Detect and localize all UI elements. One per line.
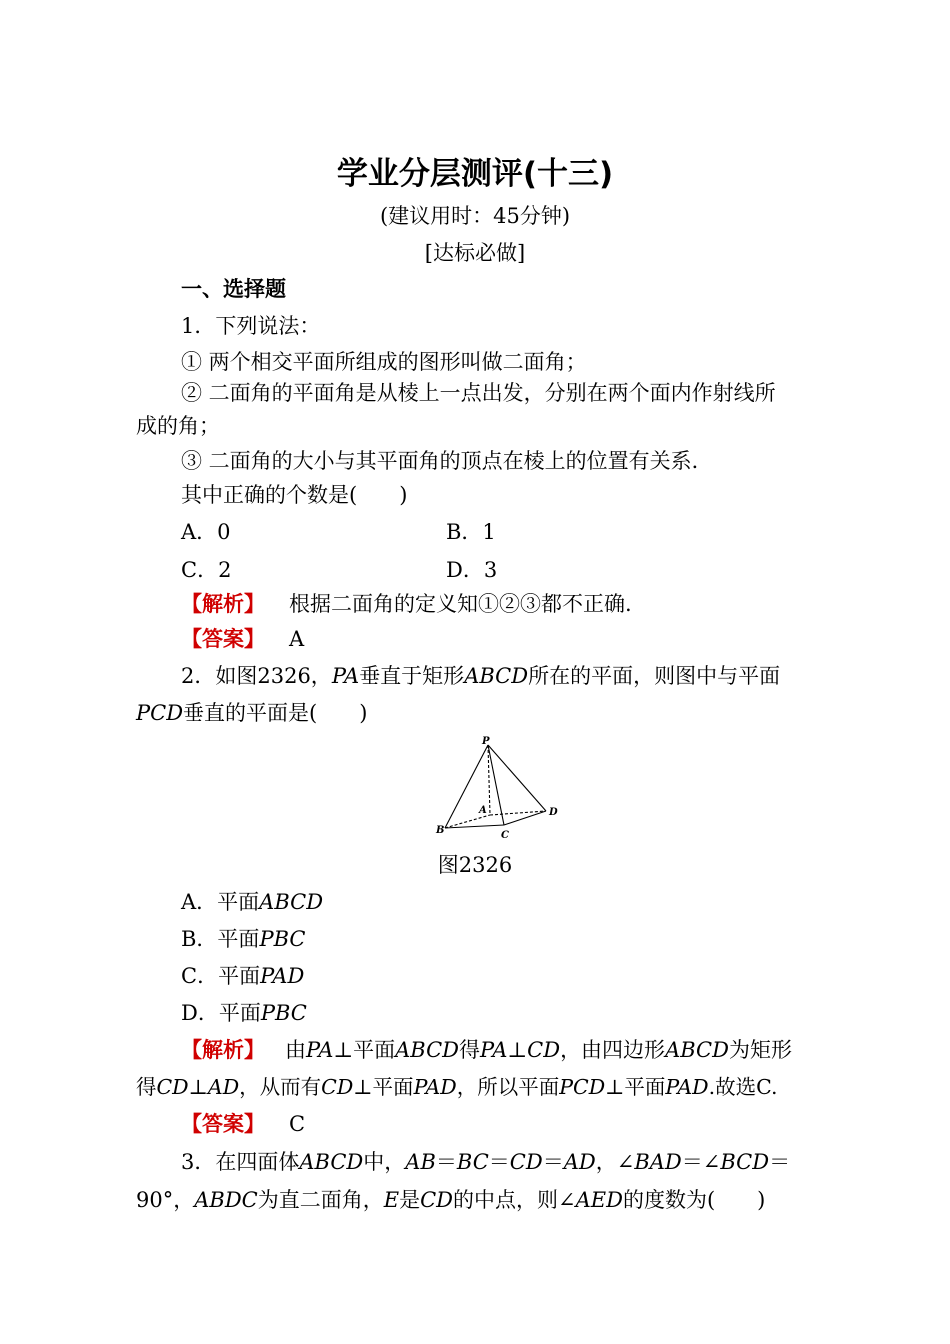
- text: PBC: [259, 927, 306, 951]
- text: BAD: [634, 1150, 682, 1174]
- text: A．平面: [181, 890, 260, 914]
- label-c: C: [501, 830, 509, 841]
- q2-option-c: [181, 963, 304, 989]
- text: ，∠: [595, 1150, 635, 1174]
- text: 的中点，则∠: [453, 1188, 576, 1212]
- page-title: 学业分层测评(十三): [336, 156, 614, 192]
- q1-option-b: B．1: [446, 520, 496, 544]
- text: ⊥: [507, 1038, 528, 1062]
- label-d: D: [549, 807, 558, 818]
- label-a: A: [479, 805, 487, 816]
- text: .故选C.: [708, 1075, 778, 1099]
- text: 为直二面角，: [257, 1188, 384, 1212]
- text: PCD: [136, 701, 184, 725]
- text: B．平面: [181, 927, 260, 951]
- text: ABCD: [299, 1150, 364, 1174]
- text: ＝∠: [681, 1150, 721, 1174]
- text: ABCD: [665, 1038, 729, 1062]
- text: PA: [480, 1038, 508, 1062]
- text: ⊥平面: [333, 1038, 396, 1062]
- text: PAD: [665, 1075, 709, 1099]
- figure-caption: 图2326: [437, 853, 513, 877]
- q2-option-b: [181, 926, 305, 952]
- q3-stem-line1: [181, 1149, 790, 1175]
- text: ，从而有: [239, 1075, 322, 1099]
- q2-stem-line2: [136, 700, 367, 726]
- section-heading: 一、选择题: [181, 277, 286, 301]
- text: AB: [405, 1150, 436, 1174]
- label-b: B: [436, 825, 445, 836]
- text: 垂直于矩形: [359, 664, 465, 688]
- text: AD: [563, 1150, 596, 1174]
- text: 所在的平面，则图中与平面: [528, 664, 781, 688]
- text: 中，: [363, 1150, 406, 1174]
- text: CD: [420, 1188, 453, 1212]
- text: CD: [156, 1075, 189, 1099]
- text: PCD: [559, 1075, 606, 1099]
- text: 90°，: [136, 1188, 195, 1212]
- text: ABDC: [194, 1188, 258, 1212]
- q1-stem: 1．下列说法：: [181, 314, 321, 338]
- q2-answer: [181, 1111, 305, 1137]
- edge-pc: [488, 745, 504, 825]
- text: E: [383, 1188, 400, 1212]
- text: ABCD: [395, 1038, 460, 1062]
- q2-analysis-line2: [136, 1074, 778, 1100]
- text: 垂直的平面是( ): [183, 701, 368, 725]
- text: ＝: [542, 1150, 564, 1174]
- q2-analysis-line1: [181, 1037, 792, 1063]
- text: 3．在四面体: [181, 1150, 300, 1174]
- text: AED: [575, 1188, 623, 1212]
- q1-analysis-text: 根据二面角的定义知①②③都不正确.: [289, 592, 632, 616]
- text: ＝: [769, 1150, 791, 1174]
- analysis-tag: 【解析】: [181, 592, 265, 616]
- text: 由: [285, 1038, 306, 1062]
- edge-bc: [445, 825, 504, 828]
- q2-option-a: [181, 889, 323, 915]
- answer-tag: 【答案】: [181, 1112, 265, 1136]
- label-p: P: [482, 736, 490, 747]
- q1-analysis: [181, 591, 632, 617]
- text: PA: [306, 1038, 334, 1062]
- q1-answer-value: A: [289, 627, 305, 651]
- time-suggestion: (建议用时：45分钟): [379, 204, 571, 228]
- text: ＝: [488, 1150, 510, 1174]
- q1-answer: [181, 626, 304, 652]
- q2-answer-value: C: [289, 1112, 306, 1136]
- text: ，所以平面: [456, 1075, 560, 1099]
- q1-statement-2b: 成的角；: [136, 414, 220, 438]
- text: 为矩形: [728, 1038, 792, 1062]
- level-heading: [达标必做]: [424, 241, 526, 265]
- pyramid-figure: [430, 733, 565, 843]
- text: ABCD: [259, 890, 324, 914]
- text: PA: [331, 664, 360, 688]
- text: PBC: [260, 1001, 307, 1025]
- text: D．平面: [181, 1001, 261, 1025]
- text: CD: [527, 1038, 561, 1062]
- q1-statement-2a: ② 二面角的平面角是从棱上一点出发，分别在两个面内作射线所: [181, 381, 776, 405]
- text: 得: [459, 1038, 481, 1062]
- text: BC: [456, 1150, 489, 1174]
- q2-stem-line1: [181, 663, 780, 689]
- q1-statement-1: ① 两个相交平面所组成的图形叫做二面角；: [181, 350, 587, 374]
- text: ，由四边形: [560, 1038, 666, 1062]
- q3-stem-line2: [136, 1187, 765, 1213]
- text: PAD: [413, 1075, 457, 1099]
- text: 得: [136, 1075, 157, 1099]
- text: 2．如图2326，: [181, 664, 332, 688]
- q1-option-a: A．0: [181, 520, 231, 544]
- edge-pd: [488, 745, 546, 811]
- q1-question: 其中正确的个数是( ): [181, 483, 408, 507]
- q1-option-c: C．2: [181, 558, 232, 582]
- text: CD: [509, 1150, 543, 1174]
- text: AD: [207, 1075, 240, 1099]
- edge-ad: [490, 811, 546, 815]
- analysis-tag: 【解析】: [181, 1038, 265, 1062]
- text: ⊥平面: [353, 1075, 414, 1099]
- text: ＝: [435, 1150, 457, 1174]
- answer-tag: 【答案】: [181, 627, 265, 651]
- text: 的度数为( ): [622, 1188, 766, 1212]
- text: ⊥平面: [605, 1075, 666, 1099]
- q1-option-d: D．3: [446, 558, 498, 582]
- text: CD: [321, 1075, 354, 1099]
- q1-statement-3: ③ 二面角的大小与其平面角的顶点在棱上的位置有关系．: [181, 449, 713, 473]
- text: 是: [399, 1188, 421, 1212]
- text: ABCD: [464, 664, 529, 688]
- q2-option-d: [181, 1000, 307, 1026]
- text: PAD: [260, 964, 305, 988]
- text: C．平面: [181, 964, 261, 988]
- text: BCD: [720, 1150, 770, 1174]
- text: ⊥: [188, 1075, 208, 1099]
